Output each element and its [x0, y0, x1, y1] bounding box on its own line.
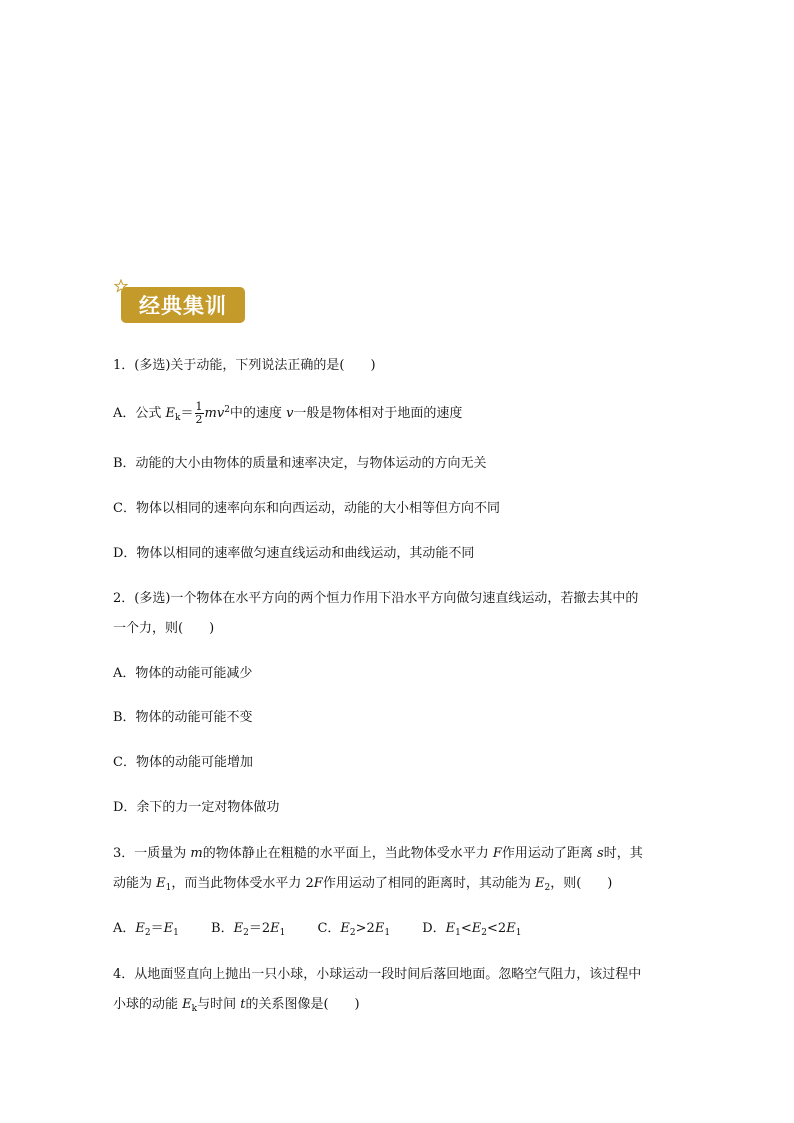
q3-option-d: D．$E_1<E_2<2E_1$ — [422, 921, 522, 938]
q2-option-c: C．物体的动能可能增加 — [113, 755, 253, 770]
q3-option-c: C．$E_2>2E_1$ — [317, 921, 391, 938]
fraction: $\frac{1}{2}$ — [195, 400, 203, 426]
q2-option-a: A．物体的动能可能减少 — [113, 666, 253, 681]
q2-stem-line2: 一个力，则( ) — [113, 621, 215, 636]
q1-option-c: C．物体以相同的速率向东和向西运动，动能的大小相等但方向不同 — [113, 501, 500, 516]
q1-option-b: B．动能的大小由物体的质量和速率决定，与物体运动的方向无关 — [113, 456, 487, 471]
q1-option-d: D．物体以相同的速率做匀速直线运动和曲线运动，其动能不同 — [113, 546, 475, 561]
q2-option-d: D．余下的力一定对物体做功 — [113, 800, 280, 815]
q2-stem-line1: 2．(多选)一个物体在水平方向的两个恒力作用下沿水平方向做匀速直线运动，若撤去其中的 — [113, 591, 639, 606]
q3-option-a: A．$E_2=E_1$ — [113, 921, 179, 938]
q3-stem-line1: 3．一质量为 m的物体静止在粗糙的水平面上，当此物体受水平力 F作用运动了距离 s时，其 — [113, 846, 643, 861]
q1-option-a: A．公式 $E_k=$ $\frac{1}{2}$ $mv^2$中的速度 v一般是物体相对于地面的速度 — [113, 400, 463, 426]
section-title: 经典集训 — [139, 294, 227, 318]
q4-stem-line2: 小球的动能 $E_k$与时间 t的关系图像是( ) — [113, 997, 360, 1014]
q3-stem-line2: 动能为 $E_1$，而当此物体受水平力 2F作用运动了相同的距离时，其动能为 $E_2$，则( ) — [113, 876, 613, 893]
q2-option-b: B．物体的动能可能不变 — [113, 710, 253, 725]
q1-stem: 1．(多选)关于动能，下列说法正确的是( ) — [113, 358, 376, 373]
q3-option-b: B．$E_2=2E_1$ — [211, 921, 286, 938]
section-title-badge — [121, 287, 245, 323]
q4-stem-line1: 4．从地面竖直向上抛出一只小球，小球运动一段时间后落回地面。忽略空气阻力，该过程中 — [113, 967, 642, 982]
q3-options — [113, 920, 549, 942]
